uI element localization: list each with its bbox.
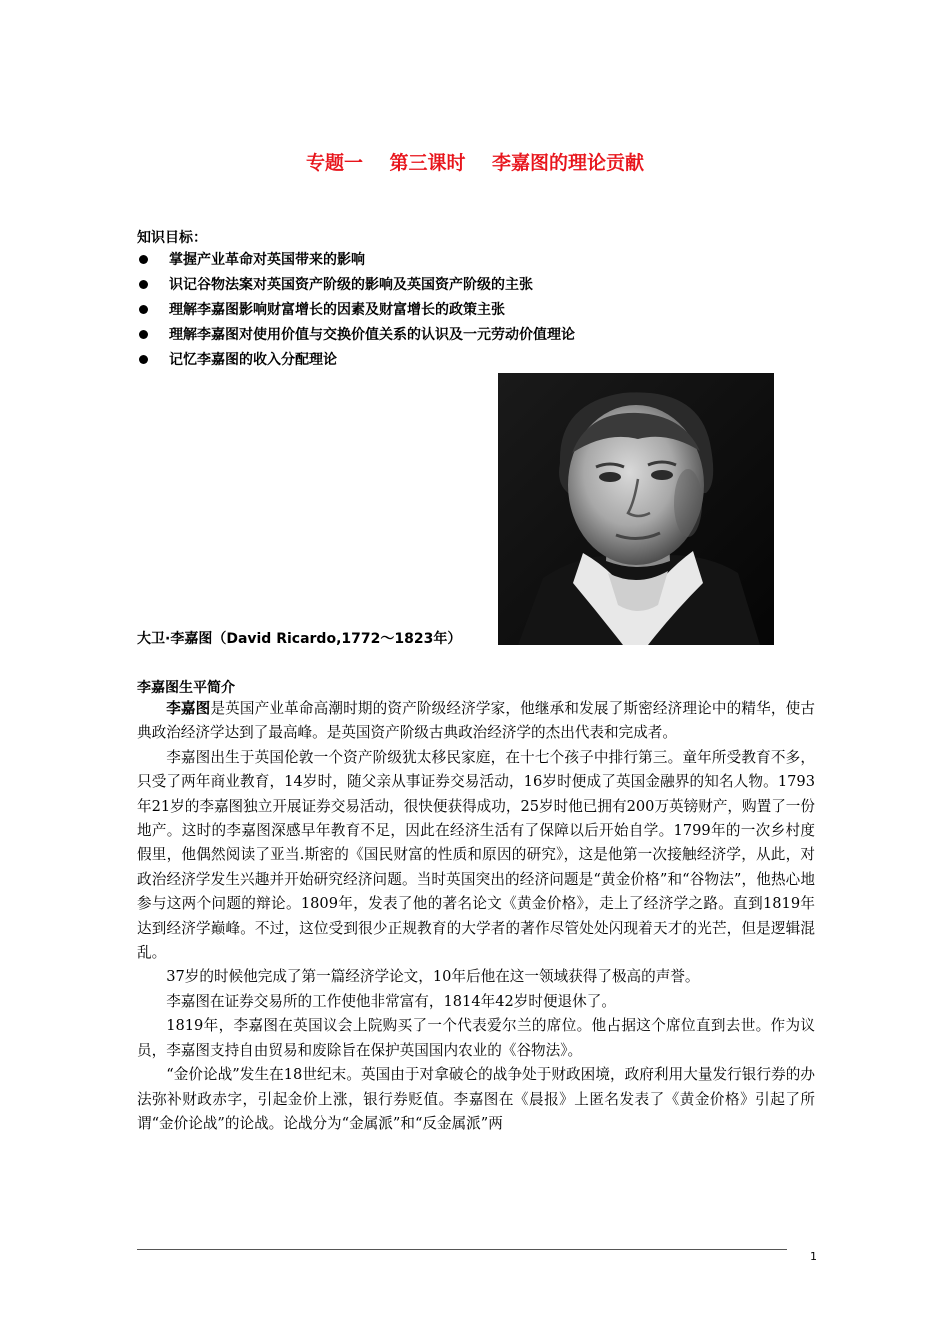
objectives-list (137, 252, 575, 377)
paragraph: 李嘉图出生于英国伦敦一个资产阶级犹太移民家庭，在十七个孩子中排行第三。童年所受教育不多，只受了两年商业教育，14岁时，随父亲从事证券交易活动，16岁时便成了英国金融界的知名人物。1793年21岁的李嘉图独立开展证券交易活动，很快便获得成功，25岁时他已拥有200万英镑财产，购置了一份地产。这时的李嘉图深感早年教育不足，因此在经济生活有了保障以后开始自学。1799年的一次乡村度假里，他偶然阅读了亚当.斯密的《国民财富的性质和原因的研究》，这是他第一次接触经济学，从此，对政治经济学发生兴趣并开始研究经济问题。当时英国突出的经济问题是“黄金价格”和“谷物法”，他热心地参与这两个问题的辩论。1809年，发表了他的著名论文《黄金价格》，走上了经济学之路。直到1819年达到经济学巅峰。不过，这位受到很少正规教育的大学者的著作尽管处处闪现着天才的光芒，但是逻辑混乱。 (137, 748, 815, 962)
paragraph: 李嘉图在证券交易所的工作使他非常富有，1814年42岁时便退休了。 (166, 992, 616, 1010)
paragraph: 李嘉图是英国产业革命高潮时期的资产阶级经济学家，他继承和发展了斯密经济理论中的精华，使古典政治经济学达到了最高峰。是英国资产阶级古典政治经济学的杰出代表和完成者。 (137, 700, 815, 742)
footer-divider (137, 1249, 787, 1250)
portrait-illustration (498, 373, 774, 645)
body-text (137, 697, 815, 1136)
bullet-icon (139, 305, 148, 314)
list-item: 记忆李嘉图的收入分配理论 (137, 352, 575, 377)
section-heading: 李嘉图生平简介 (137, 680, 235, 696)
portrait-image (498, 373, 774, 645)
list-item: 理解李嘉图对使用价值与交换价值关系的认识及一元劳动价值理论 (137, 327, 575, 352)
bullet-icon (139, 330, 148, 339)
list-item: 理解李嘉图影响财富增长的因素及财富增长的政策主张 (137, 302, 575, 327)
list-item: 掌握产业革命对英国带来的影响 (137, 252, 575, 277)
paragraph: 1819年，李嘉图在英国议会上院购买了一个代表爱尔兰的席位。他占据这个席位直到去世。作为议员，李嘉图支持自由贸易和废除旨在保护英国国内农业的《谷物法》。 (137, 1017, 815, 1059)
intro-name: 李嘉图 (166, 700, 211, 717)
bullet-icon (139, 355, 148, 364)
page-title: 专题一 第三课时 李嘉图的理论贡献 (306, 152, 644, 174)
page-number: 1 (810, 1250, 817, 1263)
list-item: 识记谷物法案对英国资产阶级的影响及英国资产阶级的主张 (137, 277, 575, 302)
bullet-icon (139, 280, 148, 289)
paragraph: “金价论战”发生在18世纪末。英国由于对拿破仑的战争处于财政困境，政府利用大量发行银行券的办法弥补财政赤字，引起金价上涨，银行券贬值。李嘉图在《晨报》上匿名发表了《黄金价格》引起了所谓“金价论战”的论战。论战分为“金属派”和“反金属派”两 (137, 1066, 815, 1132)
bullet-icon (139, 255, 148, 264)
paragraph: 37岁的时候他完成了第一篇经济学论文，10年后他在这一领域获得了极高的声誉。 (166, 968, 700, 986)
objectives-heading: 知识目标： (137, 230, 207, 246)
portrait-caption: 大卫·李嘉图（David Ricardo,1772～1823年） (137, 631, 462, 647)
